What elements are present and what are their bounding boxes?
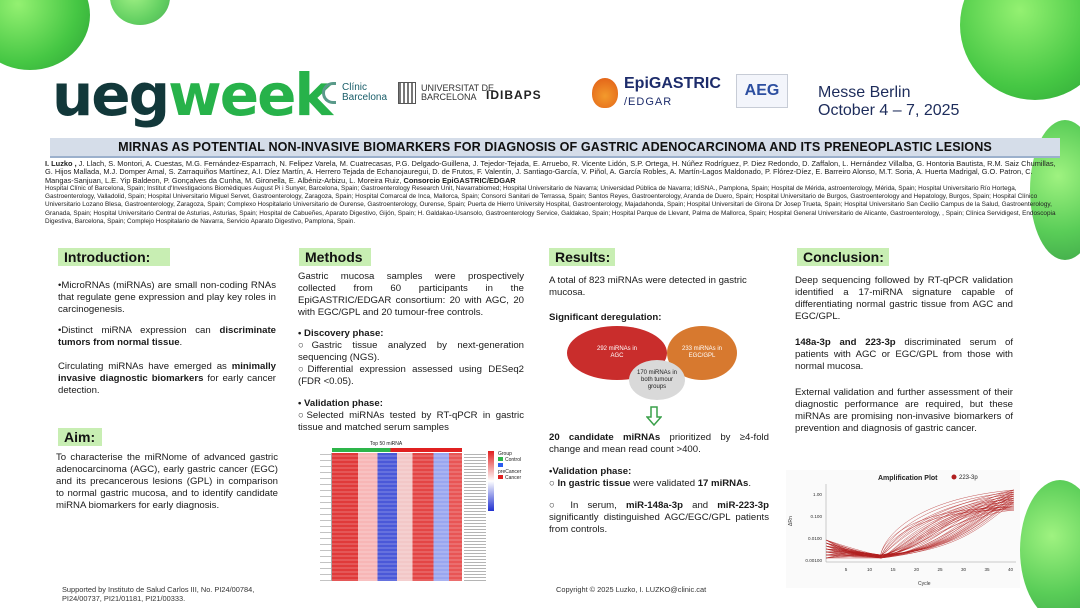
decorative-leaf-top-right [960, 0, 1080, 100]
aim-text: To characterise the miRNome of advanced gastric adenocarcinoma (AGC), early gastric cancer (EGC) and its precancerous lesions (GPL) in comparison to normal gastric mucosa, and to identify candidate miRNA biomarkers for early diagnosis. [56, 452, 278, 511]
aim-heading: Aim: [58, 428, 102, 446]
conclusion-text: Deep sequencing followed by RT-qPCR validation identified a 17-miRNA signature capable of differentiating normal gastric tissue from AGC and EGC/GPL. 148a-3p and 223-3p discriminated serum of patients with AGC or EGC/GPL from those with normal mucosa. External validation and further assessment of their diagnostic performance are required, but these miRNAs are promising non-invasive biomarkers of prevention and diagnosis of gastric cancer. [795, 275, 1013, 434]
mirna-venn-diagram [567, 320, 739, 402]
amp-x-tick-label: 15 [890, 567, 896, 572]
top50-mirna-heatmap [320, 443, 520, 585]
amp-x-tick-label: 25 [937, 567, 943, 572]
heatmap-cells [332, 453, 462, 581]
heatmap-row-labels [464, 453, 486, 581]
amplification-plot [786, 470, 1020, 588]
clinic-barcelona-logo: Clínic Barcelona [322, 82, 387, 104]
universitat-barcelona-logo: UNIVERSITAT DE BARCELONA [398, 82, 494, 104]
funding-note: Supported by Instituto de Salud Carlos III, No. PI24/00784, PI24/00737, PI21/01181, PI21/00333. [62, 585, 255, 603]
venue-dates: Messe Berlin October 4 – 7, 2025 [818, 84, 960, 120]
amp-legend-label: 223-3p [959, 475, 978, 481]
heatmap-legend: Group Control preCancer Cancer [498, 451, 522, 481]
copyright-note: Copyright © 2025 Luzko, I. LUZKO@clinic.cat [556, 585, 707, 594]
amp-x-tick-label: 40 [1007, 567, 1014, 572]
venn-agc-circle: 292 miRNAs in AGC [567, 326, 667, 380]
venn-both-circle: 170 miRNAs in both tumour groups [629, 360, 685, 400]
heatmap-title: Top 50 miRNA [370, 441, 403, 447]
poster-title-bar [50, 138, 1060, 158]
amp-x-tick-label: 10 [866, 567, 873, 572]
heatmap-dendrogram [320, 453, 332, 581]
idibaps-logo: IDIBAPS [486, 88, 542, 102]
ueg-week-logo: uegweek [52, 61, 331, 129]
introduction-heading: Introduction: [58, 248, 170, 266]
heatmap-color-scale [488, 451, 494, 511]
decorative-leaf-top-left [0, 0, 90, 70]
amp-legend-marker-icon [952, 475, 957, 480]
amp-x-tick-label: 5 [844, 567, 848, 572]
amp-x-tick-label: 30 [960, 567, 967, 572]
stomach-icon [592, 78, 618, 108]
amp-ylabel: ΔRn [788, 516, 794, 526]
heatmap-group-bar [332, 448, 462, 452]
decorative-leaf-top-left-small [110, 0, 170, 25]
authors-block [45, 160, 1060, 226]
amp-x-tick-label: 20 [913, 567, 920, 572]
venn-egc-circle: 233 miRNAs in EGC/GPL [667, 326, 737, 380]
author-list: I. Luzko , J. Llach, S. Montori, A. Cuestas, M.G. Fernández-Esparrach, N. Felipez Varela, M. Cuatrecasas, P.G. Delgado-Guillena, J. Tejedor-Tejada, E. Arruebo, R. Vicente Lidón, S.P. Ortega, H. Núñez Rodríguez, P. Diez Redondo, D. Zaffalon, L. Hernández Villalba, G. Hontoria Bautista, R.M. Saiz Chumillas, G. Hijos Mallada, M.J. Domper Arnal, S. Zarraquiños Martínez, A.I. Díez Martín, A. Herrero Tejada de Echanojauregui, D. de Frutos, F. Valentín, J. Santiago-García, V. Piñol, A. García Robles, A. Martín-Lagos Maldonado, P. Flórez-Díez, E. Barreiro Alonso, M.T. Soria, A. Huerta Madrigal, G.O. Patron, C. Mangas-Sanjuan, L.E. Yip Baldeon, P. Gonçalves da Cunha, M. Gironella, E. Albéniz-Arbizu, L. Moreira Ruiz, Consorcio EpiGASTRIC/EDGAR [45, 159, 1056, 185]
decorative-leaf-bottom-right [1020, 480, 1080, 608]
aeg-logo: AEG [736, 74, 788, 108]
amp-x-tick-label: 35 [984, 567, 990, 572]
amp-xlabel: Cycle [918, 581, 931, 587]
amp-y-tick-label: 1.00 [813, 492, 822, 497]
amp-plot-title: Amplification Plot [878, 475, 938, 482]
methods-heading: Methods [299, 248, 371, 266]
conclusion-heading: Conclusion: [797, 248, 889, 266]
poster-title: MIRNAS AS POTENTIAL NON-INVASIVE BIOMARKERS FOR DIAGNOSIS OF GASTRIC ADENOCARCINOMA AND ITS PRENEOPLASTIC LESIONS [118, 140, 992, 154]
amp-y-tick-label: 0.00100 [805, 558, 822, 563]
down-arrow-icon [646, 406, 662, 426]
clinic-logo-mark [322, 82, 336, 104]
ub-crest-icon [398, 82, 416, 104]
epigastric-logo: EpiGASTRIC /EDGAR [592, 76, 721, 110]
legend-swatch-control [498, 457, 503, 461]
results-validation-text: 20 candidate miRNAs prioritized by ≥4-fold change and mean read count >400. •Validation phase: ○ In gastric tissue were validated 17 miRNAs. ○ In serum, miR-148a-3p and miR-223-3p significantly distinguished AGC/EGC/GPL patients from controls. [549, 432, 769, 535]
legend-swatch-cancer [498, 475, 503, 479]
results-heading: Results: [549, 248, 615, 266]
results-significant-title: Significant deregulation: [549, 312, 662, 323]
amp-y-tick-label: 0.100 [810, 514, 822, 519]
introduction-text: •MicroRNAs (miRNAs) are small non-coding RNAs that regulate gene expression and play key roles in carcinogenesis. •Distinct miRNA expression can discriminate tumors from normal tissue. Circulating miRNAs have emerged as minimally invasive diagnostic biomarkers for early cancer detection. [58, 280, 276, 396]
methods-text: Gastric mucosa samples were prospectively collected from 60 participants in the EpiGASTRIC/EDGAR consortium: 20 with AGC, 20 with EGC/GPL and 20 tumour-free controls. • Discovery phase: ○Gastric tissue analyzed by next-generation sequencing (NGS). ○Differential expression assessed using DESeq2 (FDR <0.05). • Validation phase: ○Selected miRNAs tested by RT-qPCR in gastric tissue and matched serum samples [298, 271, 524, 433]
results-intro: A total of 823 miRNAs were detected in gastric mucosa. [549, 275, 747, 298]
affiliations: Hospital Clínic of Barcelona, Spain; Institut d'Investigacions Biomèdiques August Pi i Sunyer, Barcelona, Spain; Gastroenterology Research Unit, Navarrabiomed; Hospital Universitario de Navarra; Universidad Pública de Navarra; IdiSNA., Pamplona, Spain; Hospital de Mérida, astroenterology, Mérida, Spain; Hospital Universitario Río Hortega, Gastroenterology, Valladolid, Spain; Hospital Universitario Miguel Servet, Gastroenterology, Zaragoza, Spain; Hospital Comarcal de Inca, Mallorca, Spain; Consorci Sanitari de Terrassa, Spain; Santos Reyes, Gastroenterology, Aranda de Duero, Spain; Hospital Universitario de Burgos, Gastroenterology and Hepatology, Burgos, Spain; Hospital Clínico Universitario Lozano Blesa, Gastroenterology, Zaragoza, Spain; Complexo Hospitalario Universitario de Ourense, Gastroenterology, Ourense, Spain; Puerta de Hierro University Hospital, Gastroenterology, Majadahonda, Spain; Hospital Universitari de Girona Dr Josep Trueta, Spain; Hospital Universitario San Cecilio Campus de la Salud, Gastroenterology, Granada, Spain; Hospital Universitario Central de Asturias, Asturias, Spain; Hospital de Cabueñes, Aparato Digestivo, Gijón, Spain; H. Galdakao-Usansolo, Gastroenterology Service, Galdakao, Spain; Hospital Parque de Llevant, Palma de Mallorca, Spain; Hospital General Universitario de Alicante, Gastroenterology, , Spain; Clínica Servidigest, Endoscopia Digestiva, Barcelona, Spain; Complejo Hospitalario de Navarra, Servicio Aparato Digestivo, Pamplona, Spain. [45, 184, 1056, 226]
amp-y-tick-label: 0.0100 [807, 536, 822, 541]
legend-swatch-precancer [498, 463, 503, 467]
